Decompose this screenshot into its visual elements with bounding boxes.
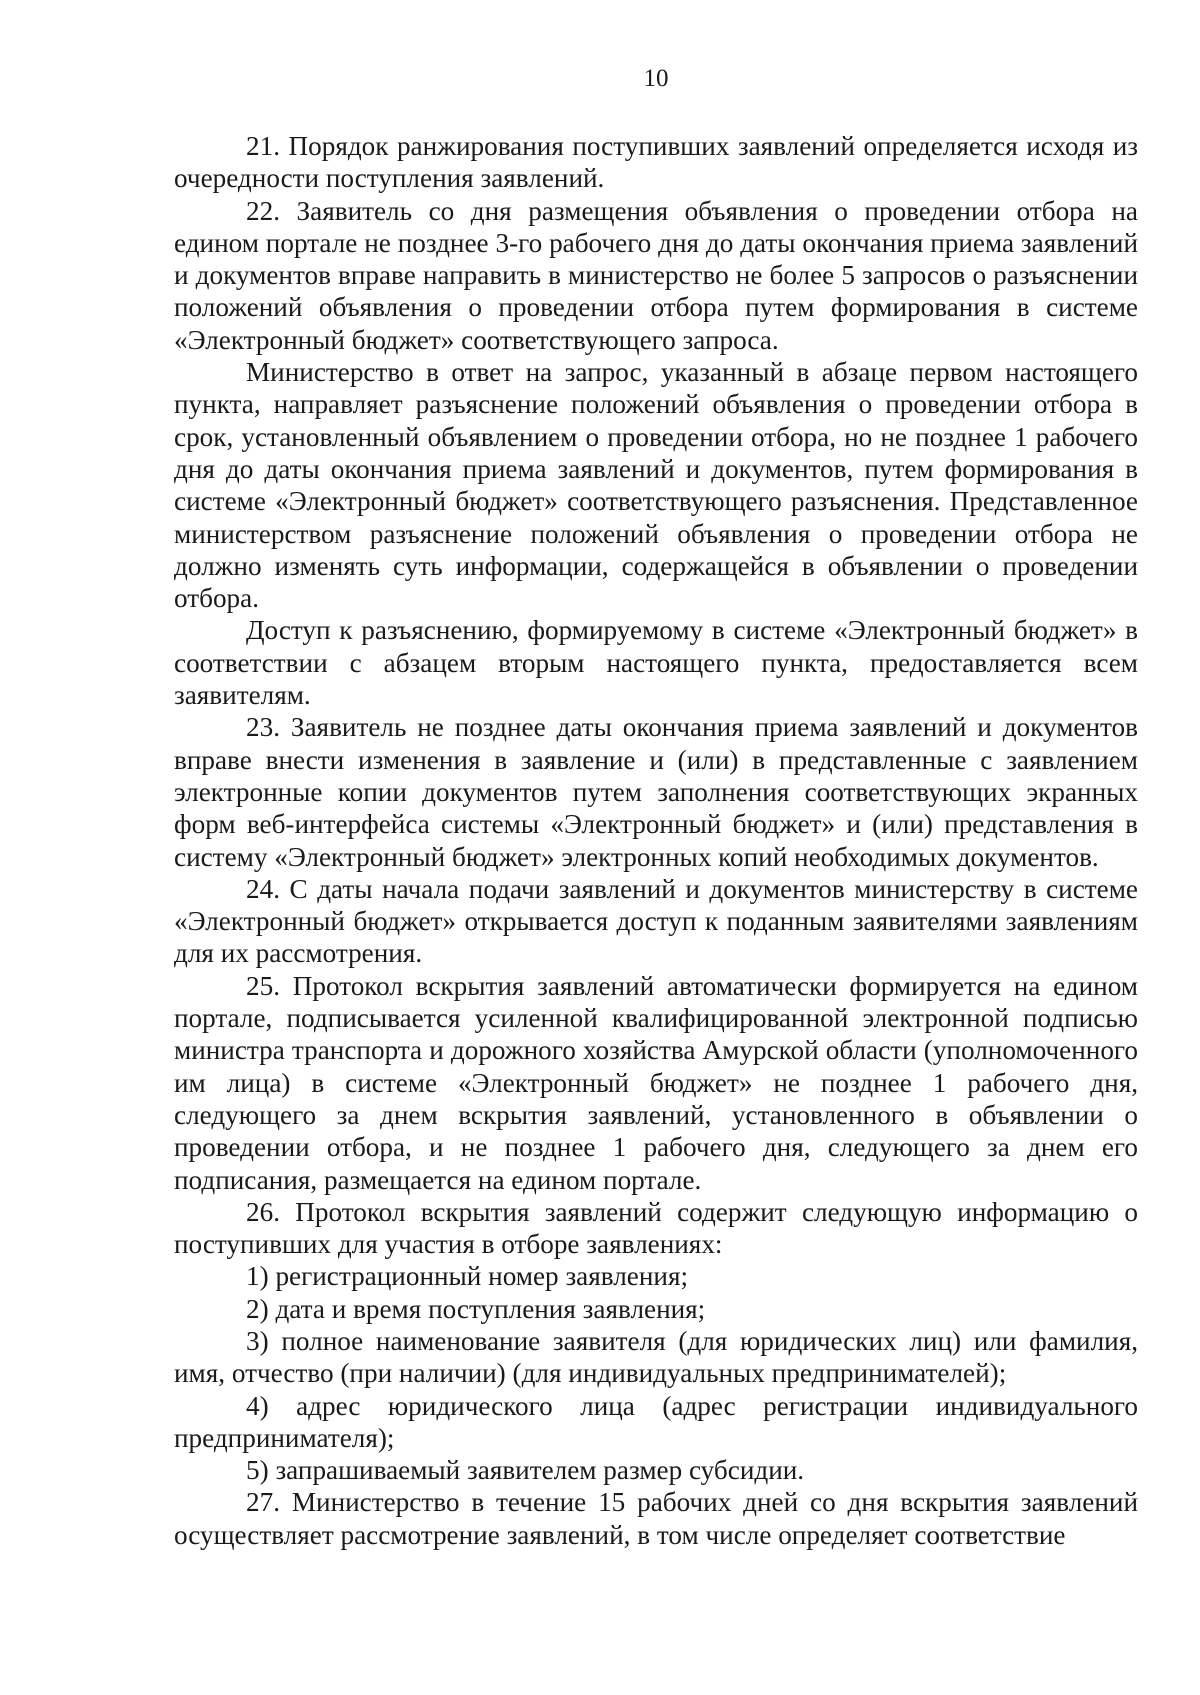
paragraph-22-access: Доступ к разъяснению, формируемому в системе «Электронный бюджет» в соответствии с абзацем вторым настоящего пункта, предоставляется всем заявителям. [174,615,1138,711]
list-item-1: 1) регистрационный номер заявления; [246,1261,689,1292]
paragraph-23: 23. Заявитель не позднее даты окончания приема заявлений и документов вправе внести изменения в заявление и (или) в представленные с заявлением электронные копии документов путем заполнения соответствующих экранных форм веб-интерфейса системы «Электронный бюджет» и (или) представления в систему «Электронный бюджет» электронных копий необходимых документов. [174,712,1138,872]
paragraph-21: 21. Порядок ранжирования поступивших заявлений определяется исходя из очередности поступления заявлений. [174,131,1138,194]
list-item-5: 5) запрашиваемый заявителем размер субсидии. [246,1455,805,1486]
list-item-4: 4) адрес юридического лица (адрес регистрации индивидуального предпринимателя); [174,1390,1138,1453]
paragraph-26: 26. Протокол вскрытия заявлений содержит следующую информацию о поступивших для участия в отборе заявлениях: [174,1196,1138,1260]
page-number: 10 [643,65,669,92]
paragraph-22: 22. Заявитель со дня размещения объявления о проведении отбора на едином портале не позднее 3-го рабочего дня до даты окончания приема заявлений и документов вправе направить в министерство не более 5 запросов о разъяснении положений объявления о проведении отбора путем формирования в системе «Электронный бюджет» соответствующего запроса. [174,195,1138,355]
paragraph-24: 24. С даты начала подачи заявлений и документов министерству в системе «Электронный бюджет» открывается доступ к поданным заявителями заявлениям для их рассмотрения. [174,873,1138,969]
paragraph-25: 25. Протокол вскрытия заявлений автоматически формируется на едином портале, подписывается усиленной квалифицированной электронной подписью министра транспорта и дорожного хозяйства Амурской области (уполномоченного им лица) в системе «Электронный бюджет» не позднее 1 рабочего дня, следующего за днем вскрытия заявлений, установленного в объявлении о проведении отбора, и не позднее 1 рабочего дня, следующего за днем его подписания, размещается на едином портале. [174,970,1138,1195]
document-page [174,64,1138,1551]
paragraph-27: 27. Министерство в течение 15 рабочих дней со дня вскрытия заявлений осуществляет рассмотрение заявлений, в том числе определяет соответствие [174,1487,1138,1550]
list-item-3: 3) полное наименование заявителя (для юридических лиц) или фамилия, имя, отчество (при наличии) (для индивидуальных предпринимателей); [174,1325,1138,1389]
paragraph-22-ministry-reply: Министерство в ответ на запрос, указанный в абзаце первом настоящего пункта, направляет разъяснение положений объявления о проведении отбора в срок, установленный объявлением о проведении отбора, но не позднее 1 рабочего дня до даты окончания приема заявлений и документов, путем формирования в системе «Электронный бюджет» соответствующего разъяснения. Представленное министерством разъяснение положений объявления о проведении отбора не должно изменять суть информации, содержащейся в объявлении о проведении отбора. [174,357,1138,614]
document-body [174,130,1138,1551]
list-item-2: 2) дата и время поступления заявления; [246,1293,706,1324]
